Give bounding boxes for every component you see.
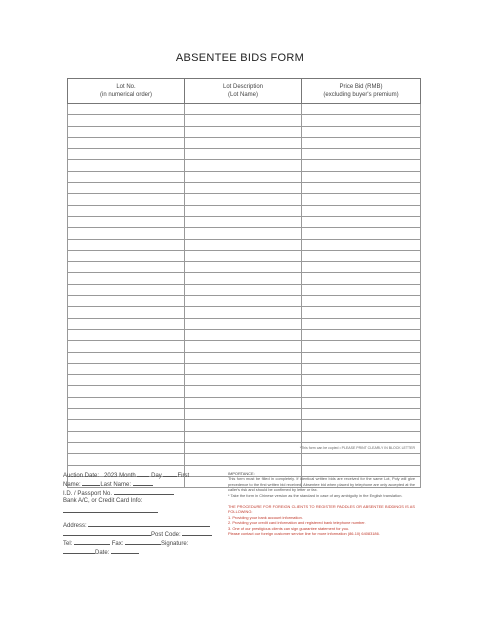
price-bid-cell[interactable]: [302, 171, 421, 182]
name-row: Name: Last Name:: [63, 479, 223, 488]
lot-no-cell[interactable]: [68, 149, 185, 160]
lot-description-cell[interactable]: [185, 216, 302, 227]
lot-description-cell[interactable]: [185, 352, 302, 363]
price-bid-cell[interactable]: [302, 216, 421, 227]
bid-row: [68, 262, 421, 273]
price-bid-cell[interactable]: [302, 296, 421, 307]
bid-row: [68, 352, 421, 363]
lot-description-cell[interactable]: [185, 386, 302, 397]
price-bid-cell[interactable]: [302, 228, 421, 239]
date-row: Date:: [63, 547, 223, 556]
bids-table: [67, 78, 421, 488]
lot-description-cell[interactable]: [185, 442, 302, 453]
price-bid-cell[interactable]: [302, 273, 421, 284]
lot-description-cell[interactable]: [185, 126, 302, 137]
importance-text-1: This form must be filled in completely. If identical written bids are received for the same Lot, Poly will give precedence to the first written bid received. Absentee bid when placed by telephone are only accepted at the caller's risk and should be confirmed by letter or fax.: [228, 476, 415, 493]
lot-description-cell[interactable]: [185, 137, 302, 148]
lot-no-cell[interactable]: [68, 296, 185, 307]
address-field[interactable]: [88, 520, 210, 527]
bid-row: [68, 329, 421, 340]
bid-row: [68, 205, 421, 216]
lot-description-cell[interactable]: [185, 104, 302, 115]
lot-description-cell[interactable]: [185, 397, 302, 408]
price-bid-cell[interactable]: [302, 104, 421, 115]
bid-row: [68, 341, 421, 352]
header-price-bid: Price Bid (RMB) (excluding buyer's premium): [302, 79, 421, 104]
price-bid-cell[interactable]: [302, 386, 421, 397]
price-bid-cell[interactable]: [302, 329, 421, 340]
lot-description-cell[interactable]: [185, 273, 302, 284]
bid-row: [68, 149, 421, 160]
price-bid-cell[interactable]: [302, 149, 421, 160]
bid-row: [68, 194, 421, 205]
bid-row: [68, 363, 421, 374]
bid-row: [68, 137, 421, 148]
post-code-row: Post Code:: [63, 529, 223, 538]
lot-no-cell[interactable]: [68, 194, 185, 205]
bid-row: [68, 397, 421, 408]
price-bid-cell[interactable]: [302, 250, 421, 261]
price-bid-cell[interactable]: [302, 420, 421, 431]
bid-row: [68, 454, 421, 465]
lot-description-cell[interactable]: [185, 329, 302, 340]
lot-description-cell[interactable]: [185, 115, 302, 126]
lot-no-cell[interactable]: [68, 183, 185, 194]
header-lot-no: Lot No. (in numerical order): [68, 79, 185, 104]
address-row: Address:: [63, 520, 223, 529]
lot-no-cell[interactable]: [68, 375, 185, 386]
lot-description-cell[interactable]: [185, 160, 302, 171]
lot-description-cell[interactable]: [185, 205, 302, 216]
date-field[interactable]: [111, 547, 139, 554]
lot-description-cell[interactable]: [185, 228, 302, 239]
price-bid-cell[interactable]: [302, 183, 421, 194]
form-title: ABSENTEE BIDS FORM: [175, 52, 305, 64]
address-line-2-field[interactable]: [63, 529, 151, 536]
bid-row: [68, 171, 421, 182]
price-bid-cell[interactable]: [302, 352, 421, 363]
id-passport-field[interactable]: [114, 488, 174, 495]
price-bid-cell[interactable]: [302, 126, 421, 137]
price-bid-cell[interactable]: [302, 137, 421, 148]
lot-no-cell[interactable]: [68, 228, 185, 239]
auction-date-row: Auction Date: 2023 Month Day First: [63, 470, 223, 479]
last-name-field[interactable]: [133, 479, 153, 486]
tel-row: Tel: Fax: Signature:: [63, 538, 223, 547]
price-bid-cell[interactable]: [302, 284, 421, 295]
bid-row: [68, 386, 421, 397]
bid-row: [68, 228, 421, 239]
lot-no-cell[interactable]: [68, 262, 185, 273]
importance-title: IMPORTANCE:: [228, 471, 255, 476]
bid-rows: [68, 104, 421, 488]
lot-description-cell[interactable]: [185, 250, 302, 261]
bid-row: [68, 239, 421, 250]
lot-description-cell[interactable]: [185, 307, 302, 318]
procedure-contact: Please contact our foreign customer service line for more information (86-10) 64083186.: [228, 531, 380, 537]
bid-row: [68, 126, 421, 137]
day-field[interactable]: [163, 470, 177, 477]
lot-no-cell[interactable]: [68, 307, 185, 318]
lot-no-cell[interactable]: [68, 171, 185, 182]
lot-no-cell[interactable]: [68, 454, 185, 465]
price-bid-cell[interactable]: [302, 307, 421, 318]
lot-description-cell[interactable]: [185, 431, 302, 442]
lot-description-cell[interactable]: [185, 363, 302, 374]
lot-no-cell[interactable]: [68, 115, 185, 126]
procedure-title: THE PROCEDURE FOR FOREIGN CLIENTS TO REGISTER PADDLES OR ABSENTEE BIDDINGS IS AS FOLLOWING:: [228, 504, 415, 515]
lot-no-cell[interactable]: [68, 386, 185, 397]
lot-description-cell[interactable]: [185, 239, 302, 250]
signature-field[interactable]: [63, 547, 95, 554]
bid-row: [68, 431, 421, 442]
lot-no-cell[interactable]: [68, 284, 185, 295]
first-name-field[interactable]: [82, 479, 100, 486]
lot-no-cell[interactable]: [68, 160, 185, 171]
lot-description-cell[interactable]: [185, 194, 302, 205]
fax-field[interactable]: [125, 538, 161, 545]
bid-row: [68, 296, 421, 307]
price-bid-cell[interactable]: [302, 409, 421, 420]
price-bid-cell[interactable]: [302, 160, 421, 171]
post-code-field[interactable]: [182, 529, 212, 536]
lot-description-cell[interactable]: [185, 454, 302, 465]
lot-no-cell[interactable]: [68, 431, 185, 442]
procedure-step-1: 1. Providing your bank account information.: [228, 514, 303, 520]
lot-no-cell[interactable]: [68, 352, 185, 363]
month-field[interactable]: [137, 470, 149, 477]
notes-panel: [228, 471, 415, 536]
bid-row: [68, 104, 421, 115]
bid-row: [68, 216, 421, 227]
procedure-step-3: 3. One of our prestigious clients can sign guarantee statement for you.: [228, 525, 350, 531]
lot-description-cell[interactable]: [185, 341, 302, 352]
bid-row: [68, 375, 421, 386]
lot-description-cell[interactable]: [185, 284, 302, 295]
price-bid-cell[interactable]: [302, 194, 421, 205]
lot-no-cell[interactable]: [68, 273, 185, 284]
lot-no-cell[interactable]: [68, 409, 185, 420]
lot-description-cell[interactable]: [185, 171, 302, 182]
bid-row: [68, 307, 421, 318]
price-bid-cell[interactable]: [302, 239, 421, 250]
lot-description-cell[interactable]: [185, 318, 302, 329]
lot-no-cell[interactable]: [68, 216, 185, 227]
price-bid-cell[interactable]: [302, 341, 421, 352]
bid-row: [68, 183, 421, 194]
bidder-info-form: [63, 470, 223, 556]
tel-field[interactable]: [74, 538, 110, 545]
copy-note: *This form can be copied • PLEASE PRINT CLEARLY IN BLOCK LETTER: [299, 446, 415, 450]
bid-row: [68, 250, 421, 261]
bank-line-row: [63, 506, 223, 515]
lot-description-cell[interactable]: [185, 420, 302, 431]
bank-row: Bank A/C, or Credit Card Info:: [63, 498, 143, 504]
price-bid-cell[interactable]: [302, 262, 421, 273]
lot-no-cell[interactable]: [68, 397, 185, 408]
price-bid-cell[interactable]: [302, 375, 421, 386]
price-bid-cell[interactable]: [302, 363, 421, 374]
lot-no-cell[interactable]: [68, 329, 185, 340]
lot-description-cell[interactable]: [185, 296, 302, 307]
lot-no-cell[interactable]: [68, 341, 185, 352]
lot-no-cell[interactable]: [68, 104, 185, 115]
bid-row: [68, 160, 421, 171]
price-bid-cell[interactable]: [302, 454, 421, 465]
bid-row: [68, 273, 421, 284]
lot-no-cell[interactable]: [68, 205, 185, 216]
lot-description-cell[interactable]: [185, 409, 302, 420]
price-bid-cell[interactable]: [302, 205, 421, 216]
bid-row: [68, 115, 421, 126]
bid-row: [68, 409, 421, 420]
lot-no-cell[interactable]: [68, 442, 185, 453]
bank-info-field[interactable]: [63, 506, 158, 513]
lot-no-cell[interactable]: [68, 363, 185, 374]
table-header-row: [68, 79, 421, 104]
price-bid-cell[interactable]: [302, 115, 421, 126]
lot-no-cell[interactable]: [68, 420, 185, 431]
lot-no-cell[interactable]: [68, 318, 185, 329]
lot-description-cell[interactable]: [185, 149, 302, 160]
lot-description-cell[interactable]: [185, 262, 302, 273]
lot-description-cell[interactable]: [185, 183, 302, 194]
price-bid-cell[interactable]: [302, 431, 421, 442]
price-bid-cell[interactable]: [302, 318, 421, 329]
lot-no-cell[interactable]: [68, 250, 185, 261]
lot-no-cell[interactable]: [68, 126, 185, 137]
importance-text-2: * Take the form in Chinese version as the standard in case of any ambiguity in the English translation.: [228, 492, 403, 498]
lot-description-cell[interactable]: [185, 375, 302, 386]
price-bid-cell[interactable]: [302, 397, 421, 408]
lot-no-cell[interactable]: [68, 137, 185, 148]
bid-row: [68, 318, 421, 329]
procedure-step-2: 2. Providing your credit card information and registered bank telephone number.: [228, 520, 366, 526]
bid-row: [68, 420, 421, 431]
header-lot-description: Lot Description (Lot Name): [185, 79, 302, 104]
id-row: I.D. / Passport No.: [63, 488, 223, 497]
lot-no-cell[interactable]: [68, 239, 185, 250]
bid-row: [68, 284, 421, 295]
